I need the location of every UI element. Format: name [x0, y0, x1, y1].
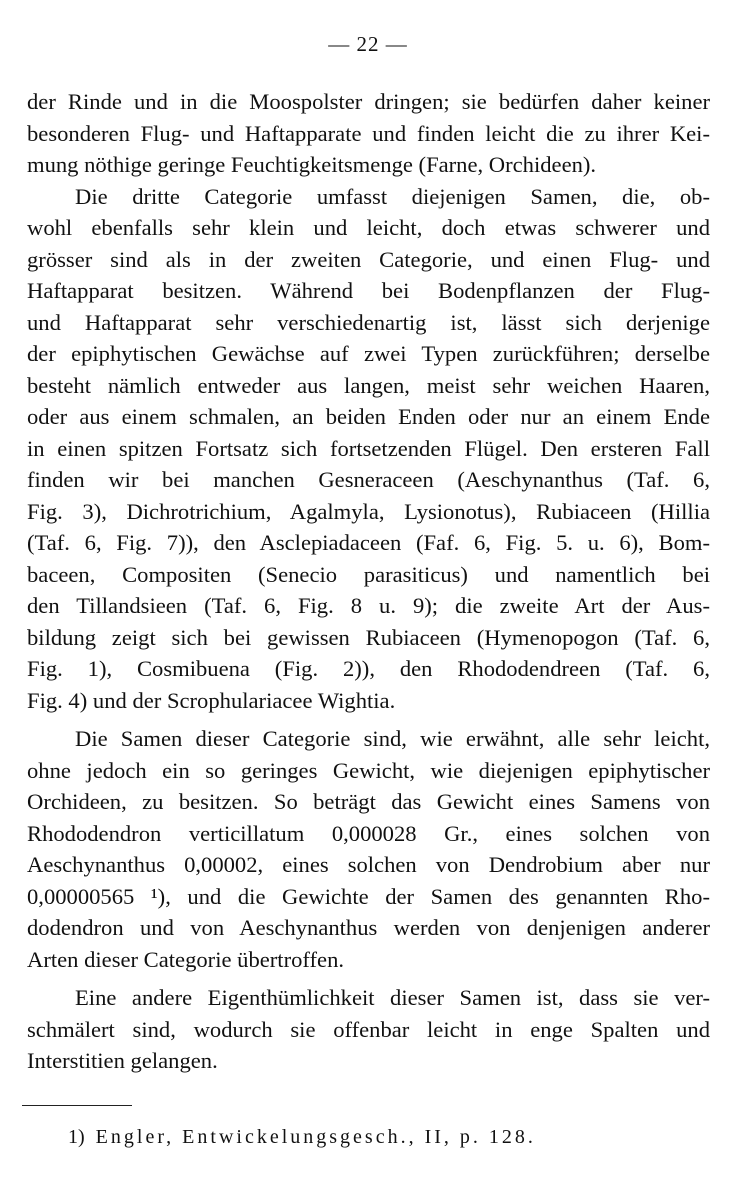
text-line: (Taf. 6, Fig. 7)), den Asclepiadaceen (Faf. 6, Fig. 5. u. 6), Bom-	[27, 530, 710, 555]
paragraph-gap	[27, 975, 710, 982]
footnote-text: Engler, Entwickelungsgesch., II, p. 128.	[95, 1126, 536, 1148]
text-line: Interstitien gelangen.	[27, 1048, 218, 1073]
text-line: schmälert sind, wodurch sie offenbar leicht in enge Spalten und	[27, 1016, 710, 1042]
text-line: Orchideen, zu besitzen. So beträgt das Gewicht eines Samens von	[27, 789, 710, 814]
text-line: Fig. 4) und der Scrophulariacee Wightia.	[27, 687, 396, 713]
footnote-marker: 1)	[68, 1126, 85, 1148]
text-line: Fig. 1), Cosmibuena (Fig. 2)), den Rhododendreen (Taf. 6,	[27, 656, 710, 681]
text-line: den Tillandsieen (Taf. 6, Fig. 8 u. 9); die zweite Art der Aus-	[27, 593, 710, 618]
text-line: finden wir bei manchen Gesneraceen (Aeschynanthus (Taf. 6,	[27, 467, 710, 492]
text-line: Die dritte Categorie umfasst diejenigen Samen, die, ob-	[75, 183, 710, 209]
body-text	[27, 86, 710, 1077]
footnote	[68, 1126, 536, 1149]
paragraph-4	[27, 982, 710, 1077]
text-line: oder aus einem schmalen, an beiden Enden oder nur an einem Ende	[27, 404, 710, 429]
text-line: Die Samen dieser Categorie sind, wie erwähnt, alle sehr leicht,	[75, 726, 710, 751]
text-line: Aeschynanthus 0,00002, eines solchen von Dendrobium aber nur	[27, 852, 710, 877]
text-line: in einen spitzen Fortsatz sich fortsetzenden Flügel. Den ersteren Fall	[27, 435, 710, 461]
text-line: der Rinde und in die Moospolster dringen; sie bedürfen daher keiner	[27, 89, 710, 114]
text-line: 0,00000565 ¹), und die Gewichte der Samen des genannten Rho-	[27, 883, 710, 909]
paragraph-1	[27, 86, 710, 181]
text-line: Fig. 3), Dichrotrichium, Agalmyla, Lysionotus), Rubiaceen (Hillia	[27, 498, 710, 524]
page-number: — 22 —	[328, 32, 408, 56]
paragraph-2	[27, 181, 710, 717]
text-line: wohl ebenfalls sehr klein und leicht, doch etwas schwerer und	[27, 215, 710, 240]
footnote-divider	[22, 1105, 132, 1106]
text-line: besteht nämlich entweder aus langen, meist sehr weichen Haaren,	[27, 372, 710, 398]
text-line: dodendron und von Aeschynanthus werden von denjenigen anderer	[27, 915, 710, 940]
text-line: besonderen Flug- und Haftapparate und finden leicht die zu ihrer Kei-	[27, 120, 710, 146]
text-line: baceen, Compositen (Senecio parasiticus) und namentlich bei	[27, 561, 710, 587]
text-line: Arten dieser Categorie übertroffen.	[27, 946, 345, 972]
text-line: Haftapparat besitzen. Während bei Bodenpflanzen der Flug-	[27, 278, 710, 303]
text-line: mung nöthige geringe Feuchtigkeitsmenge (Farne, Orchideen).	[27, 152, 597, 177]
text-line: Rhododendron verticillatum 0,000028 Gr., eines solchen von	[27, 820, 710, 846]
text-line: und Haftapparat sehr verschiedenartig ist, lässt sich derjenige	[27, 309, 710, 335]
paragraph-3	[27, 723, 710, 975]
text-line: grösser sind als in der zweiten Categorie, und einen Flug- und	[27, 246, 710, 272]
text-line: bildung zeigt sich bei gewissen Rubiaceen (Hymenopogon (Taf. 6,	[27, 624, 710, 650]
text-line: Eine andere Eigenthümlichkeit dieser Samen ist, dass sie ver-	[75, 985, 710, 1010]
paragraph-gap	[27, 716, 710, 723]
text-line: der epiphytischen Gewächse auf zwei Typen zurückführen; derselbe	[27, 341, 710, 366]
text-line: ohne jedoch ein so geringes Gewicht, wie diejenigen epiphytischer	[27, 757, 710, 783]
